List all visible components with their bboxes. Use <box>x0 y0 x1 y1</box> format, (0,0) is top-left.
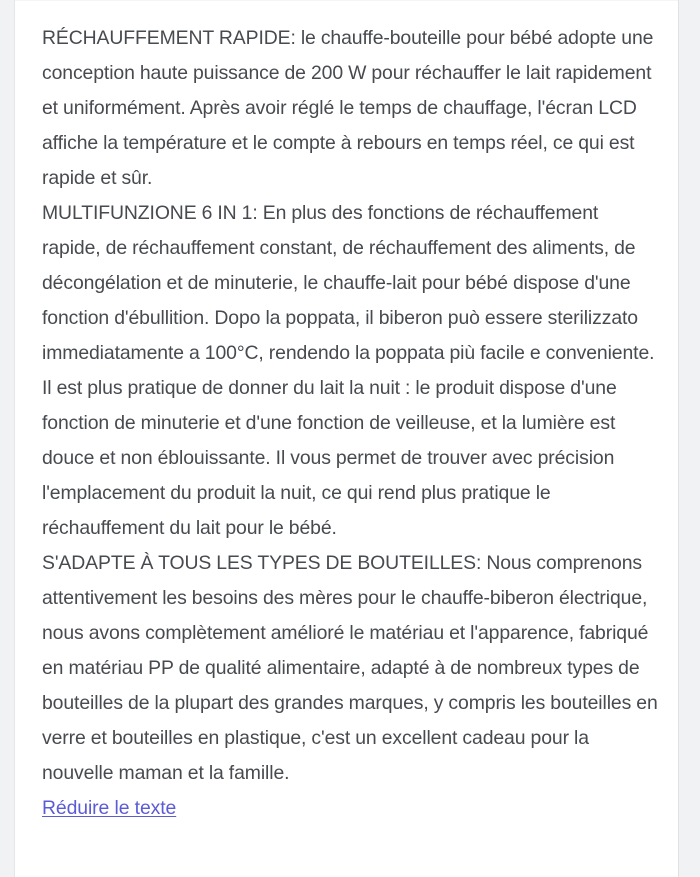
feature-paragraph-bottle-compatibility: S'ADAPTE À TOUS LES TYPES DE BOUTEILLES: Nous comprenons attentivement les besoins des mères pour le chauffe-biberon électrique, nous avons complètement amélioré le matériau et l'apparence, fabriqué en matériau PP de qualité alimentaire, adapté à de nombreux types de bouteilles de la plupart des grandes marques, y compris les bouteilles en verre et bouteilles en plastique, c'est un excellent cadeau pour la nouvelle maman et la famille. <box>42 552 658 784</box>
left-page-gutter <box>0 0 15 877</box>
collapse-text-link[interactable]: Réduire le texte <box>42 797 177 819</box>
product-description-card <box>15 0 678 877</box>
feature-paragraph-rapid-heating: RÉCHAUFFEMENT RAPIDE: le chauffe-bouteille pour bébé adopte une conception haute puissance de 200 W pour réchauffer le lait rapidement et uniformément. Après avoir réglé le temps de chauffage, l'écran LCD affiche la température et le compte à rebours en temps réel, ce qui est rapide et sûr. <box>42 27 654 189</box>
description-text-body <box>42 21 658 826</box>
right-page-gutter <box>678 0 700 877</box>
feature-paragraph-multifunction: MULTIFUNZIONE 6 IN 1: En plus des fonctions de réchauffement rapide, de réchauffement constant, de réchauffement des aliments, de décongélation et de minuterie, le chauffe-lait pour bébé dispose d'une fonction d'ébullition. Dopo la poppata, il biberon può essere sterilizzato immediatamente a 100°C, rendendo la poppata più facile e conveniente. Il est plus pratique de donner du lait la nuit : le produit dispose d'une fonction de minuterie et d'une fonction de veilleuse, et la lumière est douce et non éblouissante. Il vous permet de trouver avec précision l'emplacement du produit la nuit, ce qui rend plus pratique le réchauffement du lait pour le bébé. <box>42 202 655 539</box>
collapse-link-row <box>42 791 658 826</box>
